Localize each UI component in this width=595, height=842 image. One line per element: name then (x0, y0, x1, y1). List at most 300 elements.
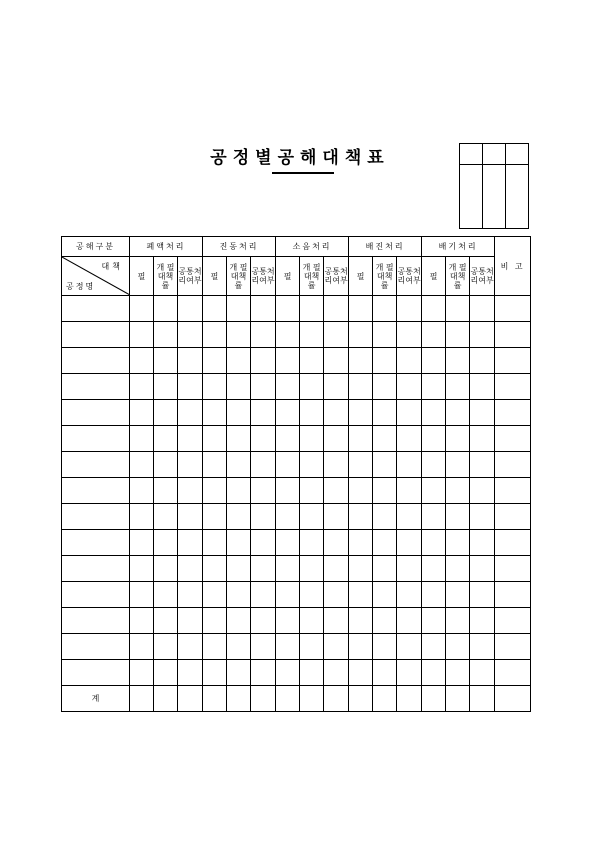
table-cell[interactable] (373, 426, 397, 452)
table-cell[interactable] (227, 426, 251, 452)
table-cell[interactable] (324, 322, 349, 348)
table-cell[interactable] (300, 452, 324, 478)
table-cell[interactable] (203, 348, 227, 374)
table-cell[interactable] (324, 504, 349, 530)
table-cell[interactable] (178, 582, 203, 608)
table-cell[interactable] (276, 608, 300, 634)
table-cell[interactable] (349, 400, 373, 426)
table-cell[interactable] (446, 322, 470, 348)
table-cell[interactable] (130, 556, 154, 582)
table-cell[interactable] (300, 322, 324, 348)
table-cell[interactable] (495, 504, 531, 530)
table-cell[interactable] (446, 348, 470, 374)
table-cell[interactable] (276, 530, 300, 556)
table-cell[interactable] (276, 504, 300, 530)
table-cell[interactable] (227, 400, 251, 426)
table-cell[interactable] (227, 608, 251, 634)
table-cell[interactable] (62, 608, 130, 634)
approval-cell (483, 144, 506, 165)
table-cell[interactable] (154, 608, 178, 634)
table-cell[interactable] (397, 634, 422, 660)
table-cell[interactable] (495, 608, 531, 634)
table-cell[interactable] (446, 530, 470, 556)
table-cell[interactable] (178, 504, 203, 530)
table-cell[interactable] (130, 608, 154, 634)
table-cell[interactable] (397, 296, 422, 322)
table-cell[interactable] (324, 374, 349, 400)
table-cell[interactable] (349, 296, 373, 322)
table-cell[interactable] (446, 400, 470, 426)
table-cell[interactable] (397, 322, 422, 348)
table-cell[interactable] (349, 582, 373, 608)
table-cell[interactable] (130, 686, 154, 712)
table-cell[interactable] (62, 504, 130, 530)
table-cell[interactable] (495, 582, 531, 608)
table-cell[interactable] (470, 400, 495, 426)
approval-cell (460, 165, 483, 229)
table-cell[interactable] (349, 452, 373, 478)
table-cell[interactable] (227, 504, 251, 530)
table-cell[interactable] (495, 400, 531, 426)
table-cell[interactable] (470, 660, 495, 686)
total-row (62, 686, 531, 712)
table-cell[interactable] (178, 634, 203, 660)
table-cell[interactable] (300, 478, 324, 504)
table-cell[interactable] (470, 322, 495, 348)
table-cell[interactable] (324, 634, 349, 660)
table-cell[interactable] (178, 374, 203, 400)
table-cell[interactable] (422, 452, 446, 478)
table-cell[interactable] (495, 556, 531, 582)
table-cell[interactable] (203, 582, 227, 608)
table-cell[interactable] (373, 556, 397, 582)
table-cell[interactable] (62, 530, 130, 556)
table-cell[interactable] (324, 296, 349, 322)
table-cell[interactable] (373, 530, 397, 556)
table-cell[interactable] (130, 348, 154, 374)
table-cell[interactable] (154, 348, 178, 374)
table-cell[interactable] (62, 374, 130, 400)
table-cell[interactable] (251, 634, 276, 660)
table-cell[interactable] (422, 660, 446, 686)
table-cell[interactable] (422, 400, 446, 426)
table-cell[interactable] (203, 452, 227, 478)
table-cell[interactable] (495, 660, 531, 686)
table-cell[interactable] (422, 686, 446, 712)
sub-header: 필 (203, 257, 227, 296)
table-row (62, 556, 531, 582)
table-row (62, 504, 531, 530)
table-cell[interactable] (446, 582, 470, 608)
table-cell[interactable] (373, 608, 397, 634)
table-cell[interactable] (349, 634, 373, 660)
table-cell[interactable] (227, 322, 251, 348)
table-cell[interactable] (446, 452, 470, 478)
table-cell[interactable] (397, 530, 422, 556)
table-cell[interactable] (397, 348, 422, 374)
table-cell[interactable] (154, 660, 178, 686)
table-cell[interactable] (203, 556, 227, 582)
sub-header: 필 (349, 257, 373, 296)
table-cell[interactable] (203, 400, 227, 426)
table-cell[interactable] (324, 478, 349, 504)
table-cell[interactable] (495, 478, 531, 504)
table-cell[interactable] (227, 530, 251, 556)
table-cell[interactable] (470, 608, 495, 634)
table-cell[interactable] (397, 556, 422, 582)
table-cell[interactable] (203, 296, 227, 322)
table-cell[interactable] (276, 296, 300, 322)
table-cell[interactable] (446, 686, 470, 712)
table-cell[interactable] (373, 322, 397, 348)
sub-header: 개 필 대책률 (154, 257, 178, 296)
table-cell[interactable] (422, 374, 446, 400)
table-cell[interactable] (62, 296, 130, 322)
table-cell[interactable] (446, 478, 470, 504)
table-cell[interactable] (251, 374, 276, 400)
table-cell[interactable] (349, 374, 373, 400)
table-cell[interactable] (130, 296, 154, 322)
table-cell[interactable] (62, 322, 130, 348)
table-cell[interactable] (251, 478, 276, 504)
table-cell[interactable] (495, 686, 531, 712)
table-cell[interactable] (397, 374, 422, 400)
table-cell[interactable] (373, 686, 397, 712)
category-header: 배진처리 (349, 237, 422, 257)
table-cell[interactable] (251, 426, 276, 452)
table-cell[interactable] (397, 400, 422, 426)
table-cell[interactable] (300, 608, 324, 634)
table-cell[interactable] (300, 426, 324, 452)
table-cell[interactable] (470, 374, 495, 400)
table-cell[interactable] (397, 452, 422, 478)
table-cell[interactable] (62, 452, 130, 478)
table-cell[interactable] (178, 686, 203, 712)
table-cell[interactable] (470, 530, 495, 556)
table-cell[interactable] (397, 686, 422, 712)
table-cell[interactable] (178, 322, 203, 348)
table-row (62, 582, 531, 608)
table-cell[interactable] (154, 634, 178, 660)
table-cell[interactable] (178, 530, 203, 556)
table-cell[interactable] (300, 374, 324, 400)
table-cell[interactable] (373, 374, 397, 400)
table-cell[interactable] (154, 426, 178, 452)
sub-header: 공통처 리여부 (178, 257, 203, 296)
table-cell[interactable] (324, 556, 349, 582)
table-cell[interactable] (62, 634, 130, 660)
table-cell[interactable] (300, 296, 324, 322)
table-cell[interactable] (62, 426, 130, 452)
table-cell[interactable] (324, 660, 349, 686)
table-cell[interactable] (300, 504, 324, 530)
table-cell[interactable] (349, 530, 373, 556)
table-cell[interactable] (276, 686, 300, 712)
table-cell[interactable] (203, 530, 227, 556)
table-cell[interactable] (130, 530, 154, 556)
table-cell[interactable] (227, 660, 251, 686)
table-cell[interactable] (227, 296, 251, 322)
table-cell[interactable] (130, 478, 154, 504)
table-cell[interactable] (349, 322, 373, 348)
table-cell[interactable] (470, 582, 495, 608)
table-cell[interactable] (178, 556, 203, 582)
table-cell[interactable] (349, 556, 373, 582)
category-header: 폐액처리 (130, 237, 203, 257)
table-cell[interactable] (203, 426, 227, 452)
table-cell[interactable] (397, 504, 422, 530)
table-cell[interactable] (251, 452, 276, 478)
approval-cell (460, 144, 483, 165)
table-cell[interactable] (373, 400, 397, 426)
table-cell[interactable] (62, 348, 130, 374)
table-cell[interactable] (178, 608, 203, 634)
table-cell[interactable] (373, 582, 397, 608)
table-cell[interactable] (130, 400, 154, 426)
table-cell[interactable] (300, 530, 324, 556)
table-cell[interactable] (324, 452, 349, 478)
table-cell[interactable] (251, 660, 276, 686)
table-cell[interactable] (227, 374, 251, 400)
table-cell[interactable] (422, 322, 446, 348)
table-cell[interactable] (300, 634, 324, 660)
table-cell[interactable] (470, 296, 495, 322)
table-cell[interactable] (397, 426, 422, 452)
table-cell[interactable] (397, 608, 422, 634)
table-cell[interactable] (495, 426, 531, 452)
table-cell[interactable] (130, 322, 154, 348)
table-cell[interactable] (251, 556, 276, 582)
table-cell[interactable] (154, 322, 178, 348)
table-cell[interactable] (324, 400, 349, 426)
table-cell[interactable] (422, 296, 446, 322)
table-cell[interactable] (495, 296, 531, 322)
table-cell[interactable] (203, 504, 227, 530)
table-cell[interactable] (373, 296, 397, 322)
table-cell[interactable] (203, 608, 227, 634)
table-cell[interactable] (373, 452, 397, 478)
table-cell[interactable] (130, 582, 154, 608)
table-cell[interactable] (251, 348, 276, 374)
table-cell[interactable] (446, 426, 470, 452)
table-cell[interactable] (446, 608, 470, 634)
table-cell[interactable] (470, 634, 495, 660)
table-cell[interactable] (251, 400, 276, 426)
table-cell[interactable] (373, 660, 397, 686)
table-cell[interactable] (349, 608, 373, 634)
table-cell[interactable] (470, 426, 495, 452)
table-cell[interactable] (130, 374, 154, 400)
table-cell[interactable] (470, 478, 495, 504)
table-cell[interactable] (203, 686, 227, 712)
approval-box (459, 143, 529, 229)
table-cell[interactable] (373, 348, 397, 374)
table-cell[interactable] (300, 660, 324, 686)
table-cell[interactable] (422, 582, 446, 608)
table-cell[interactable] (154, 374, 178, 400)
table-cell[interactable] (422, 348, 446, 374)
table-cell[interactable] (300, 582, 324, 608)
table-row (62, 400, 531, 426)
table-cell[interactable] (227, 686, 251, 712)
table-cell[interactable] (349, 478, 373, 504)
sub-header: 공통처 리여부 (397, 257, 422, 296)
table-cell[interactable] (276, 478, 300, 504)
table-cell[interactable] (62, 478, 130, 504)
table-cell[interactable] (324, 530, 349, 556)
table-cell[interactable] (324, 426, 349, 452)
table-cell[interactable] (203, 634, 227, 660)
table-cell[interactable] (422, 478, 446, 504)
table-cell[interactable] (276, 374, 300, 400)
table-cell[interactable] (203, 322, 227, 348)
table-cell[interactable] (324, 686, 349, 712)
table-cell[interactable] (130, 452, 154, 478)
category-header: 진동처리 (203, 237, 276, 257)
table-cell[interactable] (154, 530, 178, 556)
table-cell[interactable] (349, 504, 373, 530)
table-cell[interactable] (178, 452, 203, 478)
pollution-table (61, 236, 531, 712)
table-cell[interactable] (495, 452, 531, 478)
table-cell[interactable] (130, 426, 154, 452)
table-cell[interactable] (154, 582, 178, 608)
table-cell[interactable] (373, 634, 397, 660)
table-cell[interactable] (154, 296, 178, 322)
table-cell[interactable] (178, 426, 203, 452)
table-cell[interactable] (154, 504, 178, 530)
table-cell[interactable] (251, 296, 276, 322)
table-cell[interactable] (276, 400, 300, 426)
table-cell[interactable] (397, 478, 422, 504)
table-cell[interactable] (251, 686, 276, 712)
table-cell[interactable] (276, 452, 300, 478)
table-cell[interactable] (422, 634, 446, 660)
table-cell[interactable] (446, 504, 470, 530)
table-cell[interactable] (178, 296, 203, 322)
table-cell[interactable] (495, 348, 531, 374)
table-cell[interactable] (227, 478, 251, 504)
table-cell[interactable] (446, 660, 470, 686)
table-cell[interactable] (470, 504, 495, 530)
table-cell[interactable] (62, 400, 130, 426)
table-cell[interactable] (178, 400, 203, 426)
sub-header: 공통처 리여부 (324, 257, 349, 296)
table-cell[interactable] (203, 478, 227, 504)
table-cell[interactable] (446, 374, 470, 400)
table-cell[interactable] (373, 478, 397, 504)
table-cell[interactable] (203, 374, 227, 400)
table-cell[interactable] (446, 634, 470, 660)
table-cell[interactable] (495, 530, 531, 556)
table-cell[interactable] (300, 348, 324, 374)
table-cell[interactable] (397, 582, 422, 608)
table-cell[interactable] (397, 660, 422, 686)
table-cell[interactable] (251, 608, 276, 634)
table-cell[interactable] (373, 504, 397, 530)
header-row-1 (62, 237, 531, 257)
table-cell[interactable] (130, 660, 154, 686)
table-cell[interactable] (227, 348, 251, 374)
table-cell[interactable] (154, 400, 178, 426)
table-cell[interactable] (178, 348, 203, 374)
table-cell[interactable] (276, 582, 300, 608)
table-cell[interactable] (422, 504, 446, 530)
table-cell[interactable] (178, 660, 203, 686)
table-cell[interactable] (154, 452, 178, 478)
diagonal-header-cell (62, 257, 130, 296)
table-cell[interactable] (251, 504, 276, 530)
table-cell[interactable] (251, 530, 276, 556)
sub-header: 개 필 대책률 (227, 257, 251, 296)
pollution-type-header: 공해구분 (62, 237, 130, 257)
table-cell[interactable] (154, 556, 178, 582)
table-cell[interactable] (422, 556, 446, 582)
table-cell[interactable] (251, 322, 276, 348)
category-header: 소음처리 (276, 237, 349, 257)
table-cell[interactable] (154, 686, 178, 712)
table-cell[interactable] (324, 582, 349, 608)
table-cell[interactable] (227, 556, 251, 582)
data-rows (62, 296, 531, 686)
table-cell[interactable] (300, 556, 324, 582)
table-cell[interactable] (470, 556, 495, 582)
table-cell[interactable] (62, 582, 130, 608)
table-cell[interactable] (227, 452, 251, 478)
table-cell[interactable] (130, 634, 154, 660)
table-cell[interactable] (422, 426, 446, 452)
table-cell[interactable] (470, 686, 495, 712)
table-cell[interactable] (178, 478, 203, 504)
table-cell[interactable] (324, 348, 349, 374)
table-cell[interactable] (470, 452, 495, 478)
table-cell[interactable] (422, 530, 446, 556)
table-cell[interactable] (276, 426, 300, 452)
table-row (62, 608, 531, 634)
table-cell[interactable] (324, 608, 349, 634)
table-cell[interactable] (300, 686, 324, 712)
table-cell[interactable] (203, 660, 227, 686)
table-cell[interactable] (446, 296, 470, 322)
table-cell[interactable] (276, 322, 300, 348)
table-cell[interactable] (422, 608, 446, 634)
table-cell[interactable] (349, 426, 373, 452)
table-cell[interactable] (62, 556, 130, 582)
table-cell[interactable] (130, 504, 154, 530)
sub-header: 개 필 대책률 (300, 257, 324, 296)
table-cell[interactable] (276, 660, 300, 686)
table-cell[interactable] (300, 400, 324, 426)
table-cell[interactable] (349, 660, 373, 686)
table-cell[interactable] (276, 634, 300, 660)
table-cell[interactable] (227, 582, 251, 608)
table-cell[interactable] (349, 348, 373, 374)
table-cell[interactable] (62, 660, 130, 686)
table-cell[interactable] (495, 634, 531, 660)
document-title: 공정별공해대책표 (210, 148, 390, 168)
table-cell[interactable] (446, 556, 470, 582)
table-cell[interactable] (227, 634, 251, 660)
table-cell[interactable] (470, 348, 495, 374)
table-cell[interactable] (154, 478, 178, 504)
table-cell[interactable] (276, 348, 300, 374)
table-cell[interactable] (251, 582, 276, 608)
approval-cell (506, 165, 529, 229)
table-cell[interactable] (276, 556, 300, 582)
table-cell[interactable] (495, 374, 531, 400)
table-cell[interactable] (349, 686, 373, 712)
table-cell[interactable] (495, 322, 531, 348)
